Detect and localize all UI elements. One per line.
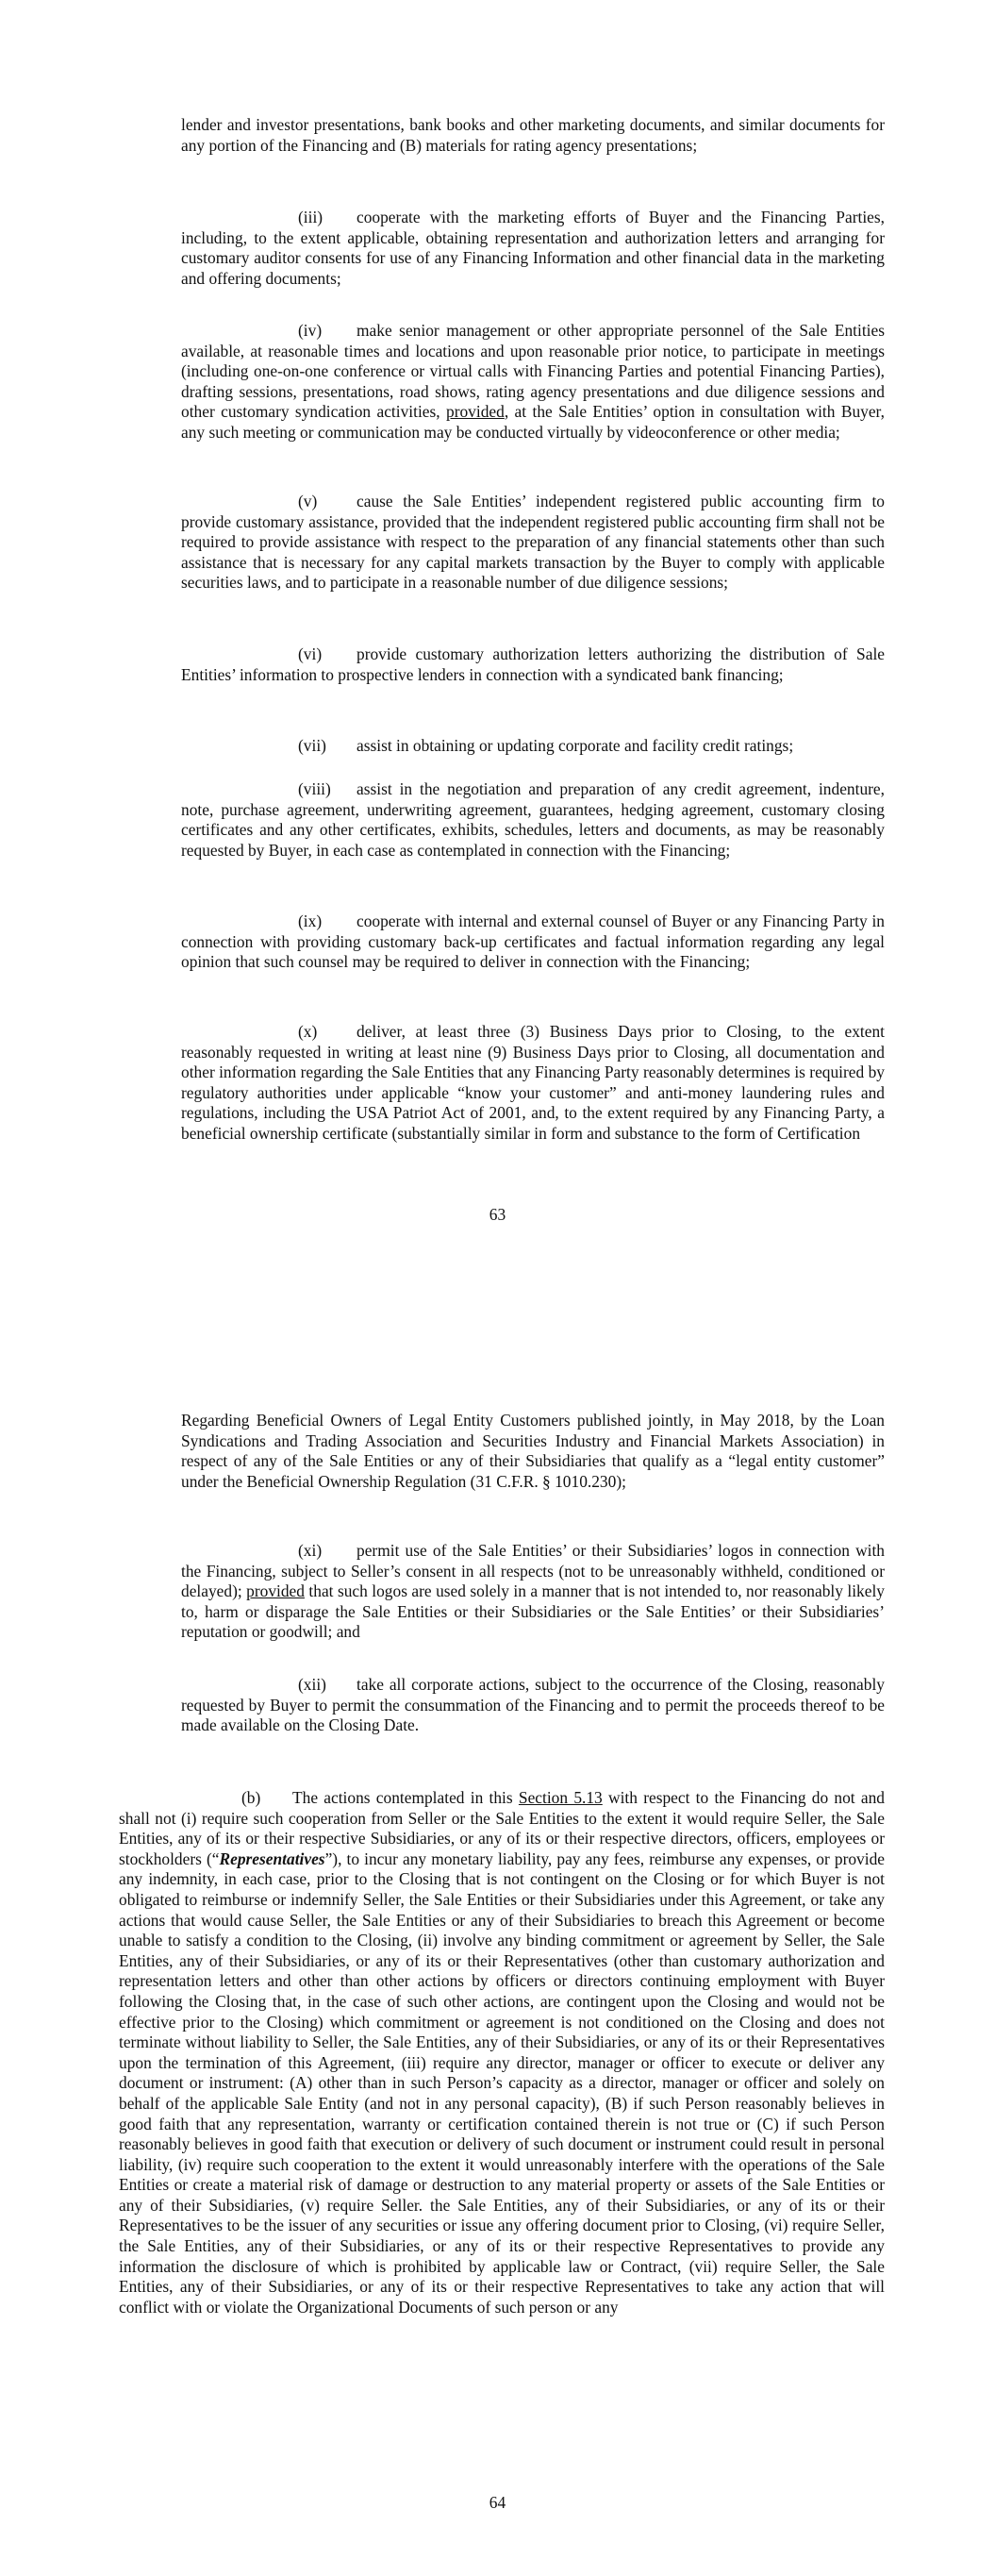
section-reference: Section 5.13 — [518, 1788, 603, 1807]
clause-number: (vii) — [298, 736, 326, 755]
clause-number: (b) — [241, 1788, 261, 1807]
clause-number: (x) — [298, 1022, 318, 1041]
page-number: 63 — [489, 1205, 506, 1224]
clause-number: (xii) — [298, 1675, 326, 1694]
provided-underlined-term: provided — [446, 402, 505, 422]
clause-vi: (vi) provide customary authorization letters authorizing the distribution of Sale Entities’ information to prospective lenders in connection with a syndicated bank financing; — [181, 644, 885, 684]
page-number: 64 — [489, 2493, 506, 2512]
clause-number: (viii) — [298, 779, 331, 798]
defined-term-representatives: Representatives — [219, 1848, 325, 1868]
clause-number: (xi) — [298, 1541, 323, 1560]
paragraph-b: (b) The actions contemplated in this Section 5.13 with respect to the Financing do not and shall not (i) require such cooperation from Seller or the Sale Entities to the extent it would require Seller, the Sale Entities, any of its or their respective Subsidiaries, or any of its or their respective directors, officers, employees or stockholders (“Representatives”), to incur any monetary liability, pay any fees, reimburse any expenses, or provide any indemnity, in each case, prior to the Closing that is not contingent on the Closing or for which Buyer is not obligated to reimburse or indemnify Seller, the Sale Entities or their Subsidiaries under this Agreement, or take any actions that would cause Seller, the Sale Entities or any of their Subsidiaries to breach this Agreement or become unable to satisfy a condition to the Closing, (ii) involve any binding commitment or agreement by Seller, the Sale Entities, any of their Subsidiaries, or any of its or their Representatives (other than customary authorization and representation letters and other than other actions by officers or directors continuing employment with Buyer following the Closing that, in the case of such other actions, are contingent upon the Closing and would not be effective prior to the Closing) which commitment or agreement is not conditioned on the Closing and does not terminate without liability to Seller, the Sale Entities, any of their Subsidiaries, or any of its or their Representatives upon the termination of this Agreement, (iii) require any director, manager or officer to execute or deliver any document or instrument: (A) other than in such Person’s capacity as a director, manager or officer and solely on behalf of the applicable Sale Entity (and not in any personal capacity), (B) if such Person reasonably believes in good faith that any representation, warranty or certification contained therein is not true or (C) if such Person reasonably believes in good faith that execution or delivery of such document or instrument could result in personal liability, (iv) require such cooperation to the extent it would unreasonably interfere with the operations of the Sale Entities or create a material risk of damage or destruction to any material property or assets of the Sale Entities or any of their Subsidiaries, (v) require Seller. the Sale Entities, any of their Subsidiaries, or any of its or their Representatives to be the issuer of any securities or issue any offering document prior to Closing, (vi) require Seller, the Sale Entities, any of their Subsidiaries, or any of its or their respective Representatives to provide any information the disclosure of which is prohibited by applicable law or Contract, (vii) require Seller, the Sale Entities, any of their Subsidiaries, or any of its or their respective Representatives to take any action that will conflict with or violate the Organizational Documents of such person or any — [119, 1788, 885, 2317]
clause-viii: (viii) assist in the negotiation and preparation of any credit agreement, indenture, note, purchase agreement, underwriting agreement, guarantees, hedging agreement, customary closing certificates and any other certificates, exhibits, schedules, letters and documents, as may be reasonably requested by Buyer, in each case as contemplated in connection with the Financing; — [181, 779, 885, 860]
paragraph-x-continuation: Regarding Beneficial Owners of Legal Entity Customers published jointly, in May 2018, by the Loan Syndications and Trading Association and Securities Industry and Financial Markets Association) in respect of any of the Sale Entities or any of their Subsidiaries that qualify as a “legal entity customer” under the Beneficial Ownership Regulation (31 C.F.R. § 1010.230); — [181, 1411, 885, 1491]
clause-xi: (xi) permit use of the Sale Entities’ or their Subsidiaries’ logos in connection with the Financing, subject to Seller’s consent in all respects (not to be unreasonably withheld, conditioned or delayed); provided that such logos are used solely in a manner that is not intended to, nor reasonably likely to, harm or disparage the Sale Entities or their Subsidiaries or the Sale Entities’ or their Subsidiaries’ reputation or goodwill; and — [181, 1541, 885, 1642]
clause-number: (vi) — [298, 644, 323, 663]
clause-number: (v) — [298, 492, 318, 510]
clause-number: (ix) — [298, 912, 323, 930]
clause-ix: (ix) cooperate with internal and external counsel of Buyer or any Financing Party in connection with providing customary back-up certificates and factual information regarding any legal opinion that such counsel may be required to deliver in connection with the Financing; — [181, 912, 885, 972]
clause-v: (v) cause the Sale Entities’ independent registered public accounting firm to provide customary assistance, provided that the independent registered public accounting firm shall not be required to provide assistance with respect to the preparation of any financial statements other than such assistance that is necessary for any capital markets transaction by the Buyer to comply with applicable securities laws, and to participate in a reasonable number of due diligence sessions; — [181, 492, 885, 593]
provided-underlined-term: provided — [246, 1581, 305, 1601]
clause-iv: (iv) make senior management or other appropriate personnel of the Sale Entities available, at reasonable times and locations and upon reasonable prior notice, to participate in meetings (including one-on-one conference or virtual calls with Financing Parties and potential Financing Parties), drafting sessions, presentations, road shows, rating agency presentations and due diligence sessions and other customary syndication activities, provided, at the Sale Entities’ option in consultation with Buyer, any such meeting or communication may be conducted virtually by videoconference or other media; — [181, 321, 885, 442]
clause-vii: (vii) assist in obtaining or updating corporate and facility credit ratings; — [298, 736, 794, 755]
clause-x: (x) deliver, at least three (3) Business Days prior to Closing, to the extent reasonably requested in writing at least nine (9) Business Days prior to Closing, all documentation and other information regarding the Sale Entities that any Financing Party reasonably determines is required by regulatory authorities under applicable “know your customer” and anti-money laundering rules and regulations, including the USA Patriot Act of 2001, and, to the extent required by any Financing Party, a beneficial ownership certificate (substantially similar in form and substance to the form of Certification — [181, 1022, 885, 1143]
paragraph-intro-continuation: lender and investor presentations, bank books and other marketing documents, and similar documents for any portion of the Financing and (B) materials for rating agency presentations; — [181, 115, 885, 155]
page-64 — [0, 1288, 995, 2576]
clause-iii: (iii) cooperate with the marketing efforts of Buyer and the Financing Parties, including, to the extent applicable, obtaining representation and authorization letters and arranging for customary auditor consents for use of any Financing Information and other financial data in the marketing and offering documents; — [181, 208, 885, 288]
clause-number: (iv) — [298, 321, 323, 340]
clause-number: (iii) — [298, 208, 323, 226]
clause-xii: (xii) take all corporate actions, subject to the occurrence of the Closing, reasonably requested by Buyer to permit the consummation of the Financing and to permit the proceeds thereof to be made available on the Closing Date. — [181, 1675, 885, 1735]
